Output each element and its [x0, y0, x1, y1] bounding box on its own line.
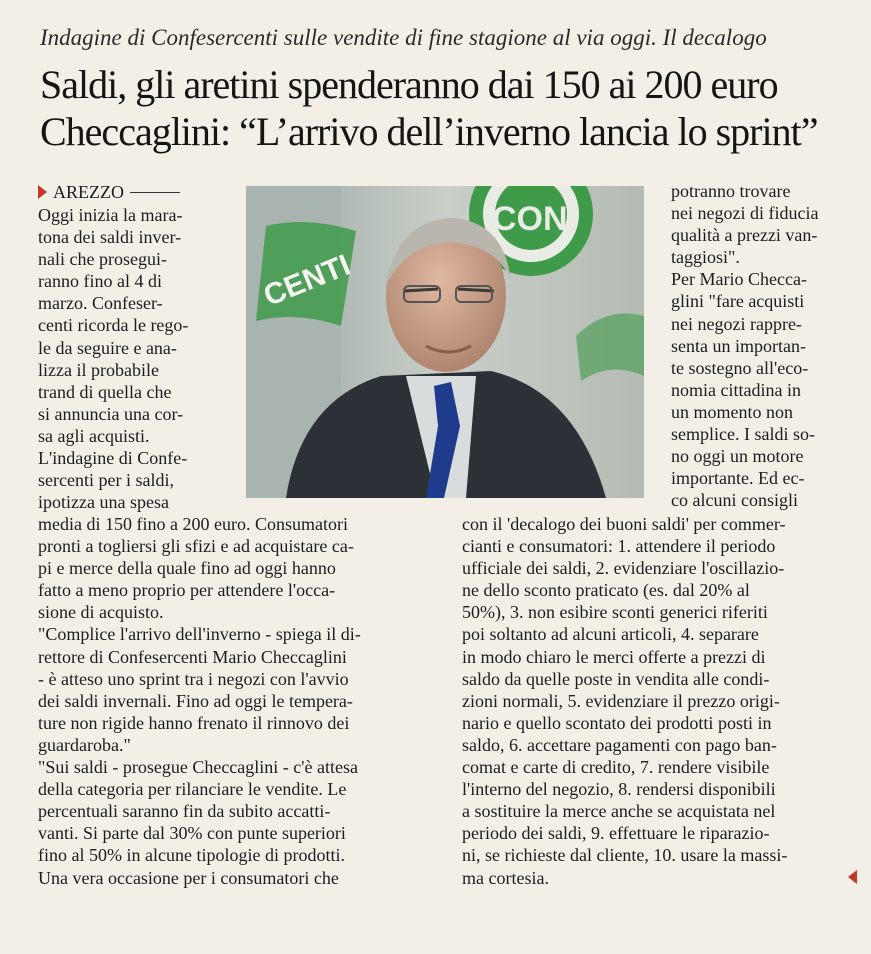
text-line: media di 150 fino a 200 euro. Consumatori — [38, 514, 348, 534]
dateline-marker-icon — [38, 185, 47, 199]
text-line: pi e merce della quale fino ad oggi hanno — [38, 558, 336, 579]
text-line: nali che prosegui- — [38, 249, 167, 270]
text-line: senta un importan- — [671, 335, 806, 356]
photo-logo-text-left: CENTI — [259, 248, 356, 313]
text-line: cianti e consumatori: 1. attendere il periodo — [462, 536, 776, 557]
article-photo — [246, 186, 644, 498]
text-line: saldo, 6. accettare pagamenti con pago ban- — [462, 734, 777, 755]
text-line: con il 'decalogo dei buoni saldi' per commer- — [462, 514, 786, 534]
end-of-article-marker-icon — [848, 870, 857, 884]
text-line: ni, se richieste dal cliente, 10. usare la massi- — [462, 845, 788, 866]
text-line: taggiosi". — [671, 247, 740, 268]
text-line: sercenti per i saldi, — [38, 470, 174, 491]
text-line: L'indagine di Confe- — [38, 448, 188, 469]
text-line: nario e quello scontato dei prodotti posti in — [462, 712, 772, 733]
article-kicker: Indagine di Confesercenti sulle vendite di fine stagione al via oggi. Il decalogo — [40, 25, 767, 50]
text-line: no oggi un motore — [671, 446, 804, 467]
text-line: "Sui saldi - prosegue Checcaglini - c'è attesa — [38, 757, 358, 778]
text-line: importante. Ed ec- — [671, 468, 805, 489]
text-line: ipotizza una spesa — [38, 492, 169, 513]
text-line: comat e carte di credito, 7. rendere visibile — [462, 757, 770, 778]
body-right-narrow — [671, 180, 861, 511]
body-right-wide — [462, 513, 862, 889]
text-line: nei negozi rappre- — [671, 313, 802, 334]
text-line: Una vera occasione per i consumatori che — [38, 867, 339, 888]
text-line: poi soltanto ad alcuni articoli, 4. separare — [462, 624, 759, 645]
text-line: lizza il probabile — [38, 359, 159, 380]
text-line: le da seguire e ana- — [38, 337, 177, 358]
text-line: marzo. Confeser- — [38, 293, 163, 314]
headline-line-1: Saldi, gli aretini spenderanno dai 150 ai 200 euro — [40, 62, 778, 107]
text-line: a sostituire la merce anche se acquistata nel — [462, 801, 776, 822]
text-line: potranno trovare — [671, 181, 791, 201]
text-line: nei negozi di fiducia — [671, 203, 819, 224]
text-line: percentuali saranno fin da subito accatti- — [38, 801, 331, 822]
body-left-wide — [38, 513, 448, 889]
headline-line-2: Checcaglini: “L’arrivo dell’inverno lancia lo sprint” — [40, 109, 818, 154]
text-line: ranno fino al 4 di — [38, 271, 162, 292]
text-line: ufficiale dei saldi, 2. evidenziare l'oscillazio- — [462, 558, 785, 579]
photo-illustration — [246, 186, 644, 498]
dateline-rule — [130, 192, 180, 193]
text-line: te sostegno all'eco- — [671, 357, 809, 378]
text-line: - è atteso uno sprint tra i negozi con l'avvio — [38, 668, 349, 689]
text-line: fino al 50% in alcune tipologie di prodotti. — [38, 845, 345, 866]
text-line: saldo da quelle poste in vendita alle condi- — [462, 668, 770, 689]
text-line: Per Mario Checca- — [671, 269, 807, 290]
text-line: co alcuni consigli — [671, 490, 798, 511]
text-line: fatto a meno proprio per attendere l'occa- — [38, 580, 336, 601]
text-line: qualità a prezzi van- — [671, 225, 818, 246]
text-line: centi ricorda le rego- — [38, 315, 189, 336]
text-line: un momento non — [671, 401, 793, 422]
text-line: in modo chiaro le merci offerte a prezzi di — [462, 646, 766, 667]
text-line: dei saldi invernali. Fino ad oggi le tempera- — [38, 690, 353, 711]
text-line: ne dello sconto praticato (es. dal 20% al — [462, 580, 750, 601]
text-line: periodo dei saldi, 9. effettuare le riparazio- — [462, 823, 770, 844]
text-line: glini "fare acquisti — [671, 291, 805, 312]
text-line: zioni normali, 5. evidenziare il prezzo origi- — [462, 690, 780, 711]
text-line: Oggi inizia la mara- — [38, 205, 183, 225]
text-line: sione di acquisto. — [38, 602, 164, 623]
text-line: semplice. I saldi so- — [671, 424, 815, 445]
text-line: si annuncia una cor- — [38, 403, 184, 424]
dateline — [38, 181, 180, 203]
text-line: ture non rigide hanno frenato il rinnovo dei — [38, 712, 350, 733]
text-line: guardaroba." — [38, 734, 131, 755]
text-line: 50%), 3. non esibire sconti generici riferiti — [462, 602, 768, 623]
text-line: l'interno del negozio, 8. rendersi disponibili — [462, 779, 776, 800]
text-line: pronti a togliersi gli sfizi e ad acquistare ca- — [38, 536, 354, 557]
dateline-text: AREZZO — [53, 182, 124, 202]
text-line: rettore di Confesercenti Mario Checcaglini — [38, 646, 347, 667]
text-line: sa agli acquisti. — [38, 425, 150, 446]
body-left-narrow — [38, 204, 223, 513]
text-line: nomia cittadina in — [671, 379, 801, 400]
text-line: della categoria per rilanciare le vendite. Le — [38, 779, 347, 800]
photo-logo-text-circle: CON — [492, 200, 568, 238]
text-line: tona dei saldi inver- — [38, 227, 182, 248]
text-line: trand di quella che — [38, 381, 172, 402]
text-line: ma cortesia. — [462, 867, 549, 888]
text-line: vanti. Si parte dal 30% con punte superiori — [38, 823, 346, 844]
text-line: "Complice l'arrivo dell'inverno - spiega il di- — [38, 624, 361, 645]
